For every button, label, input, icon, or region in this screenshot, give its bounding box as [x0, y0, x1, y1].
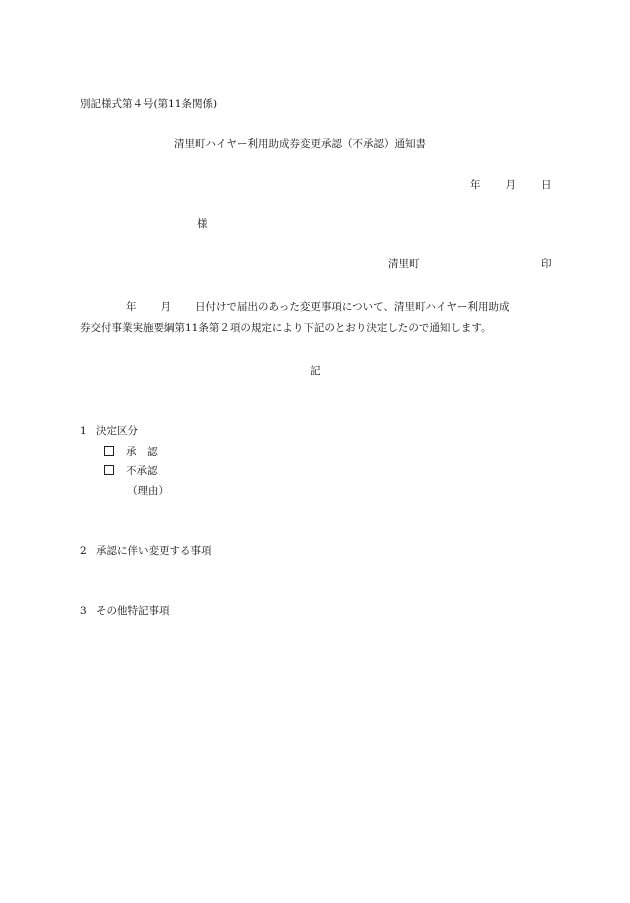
body-date-year: 年 — [126, 301, 137, 313]
section-title: その他特記事項 — [96, 605, 170, 617]
body-line-1 — [80, 297, 555, 318]
issue-date — [470, 180, 552, 191]
option-not-approved[interactable] — [104, 465, 158, 477]
section-changes — [80, 546, 212, 557]
form-number-label: 別記様式第４号(第11条関係) — [80, 98, 218, 110]
issuer-name: 清里町 — [388, 258, 420, 270]
seal-mark: 印 — [541, 258, 552, 270]
date-day: 日 — [541, 179, 552, 191]
section-title: 決定区分 — [96, 425, 138, 437]
body-date-month: 月 — [160, 301, 171, 313]
ki-heading: 記 — [310, 365, 321, 377]
option-approved[interactable] — [104, 446, 158, 458]
date-month: 月 — [505, 179, 516, 191]
body-line-1-text: 日付けで届出のあった変更事項について、清里町ハイヤー利用助成 — [195, 301, 510, 313]
approved-checkbox[interactable] — [104, 446, 114, 456]
reason-label: （理由） — [127, 485, 169, 497]
notice-body — [80, 297, 555, 339]
section-title: 承認に伴い変更する事項 — [96, 545, 212, 557]
section-number: 2 — [80, 545, 87, 557]
date-year: 年 — [470, 179, 481, 191]
body-line-2: 券交付事業実施要綱第11条第２項の規定により下記のとおり決定したので通知します。 — [80, 322, 492, 334]
section-remarks — [80, 606, 170, 617]
option-label: 不承認 — [126, 465, 158, 477]
section-number: 1 — [80, 425, 87, 437]
option-label: 承 認 — [126, 446, 158, 458]
addressee-suffix: 様 — [197, 218, 208, 230]
section-decision — [80, 426, 138, 437]
section-number: 3 — [80, 605, 87, 617]
document-title: 清里町ハイヤー利用助成券変更承認（不承認）通知書 — [174, 138, 426, 150]
not-approved-checkbox[interactable] — [104, 465, 114, 475]
